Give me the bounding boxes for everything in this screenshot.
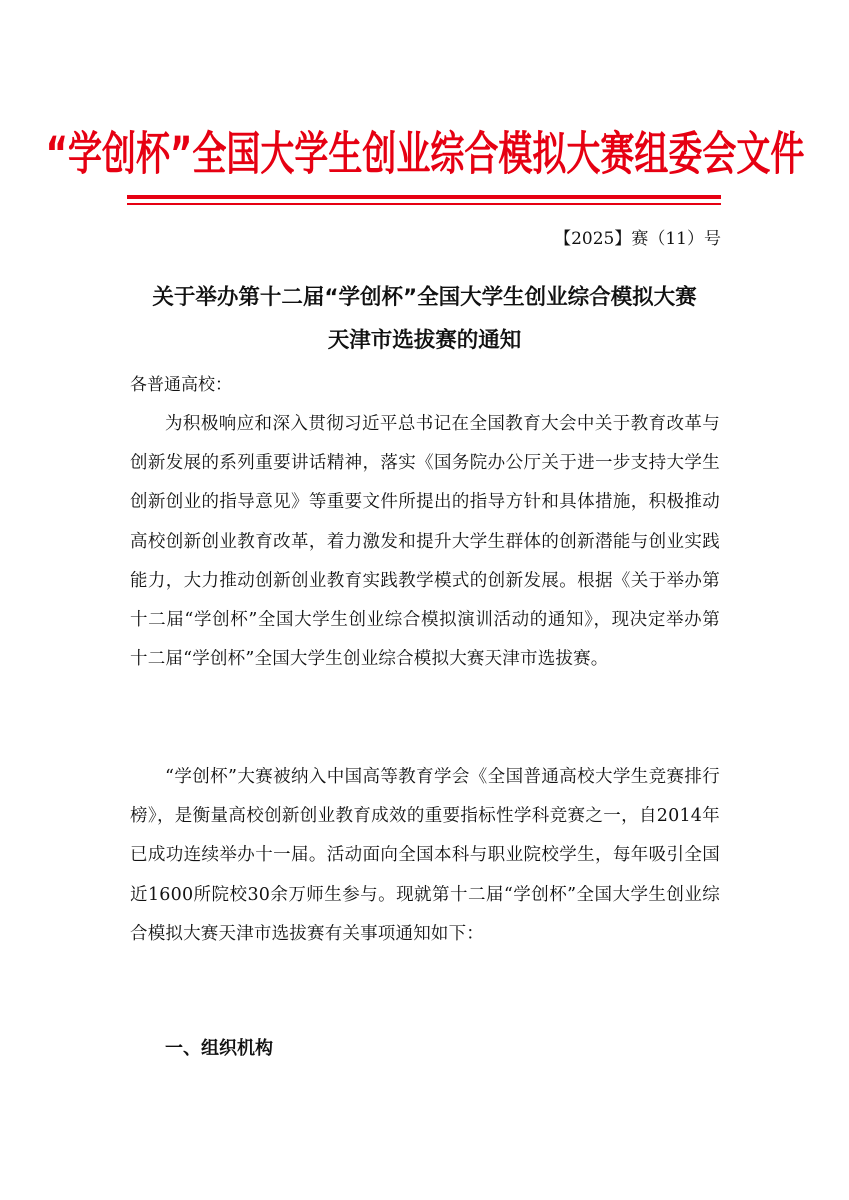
salutation: 各普通高校：: [130, 375, 232, 395]
document-number: 【2025】赛（11）号: [554, 229, 721, 249]
notice-title-line-1: 关于举办第十二届“学创杯”全国大学生创业综合模拟大赛: [152, 285, 697, 310]
masthead-rule-thin: [127, 203, 721, 205]
notice-title-line-2: 天津市选拔赛的通知: [327, 328, 522, 353]
body-paragraph: “学创杯”大赛被纳入中国高等教育学会《全国普通高校大学生竞赛排行榜》，是衡量高校创新创业教育成效的重要指标性学科竞赛之一，自2014年已成功连续举办十一届。活动面向全国本科与职业院校学生，每年吸引全国近1600所院校30余万师生参与。现就第十二届“学创杯”全国大学生创业综合模拟大赛天津市选拔赛有关事项通知如下：: [130, 767, 720, 944]
masthead-title: “学创杯”全国大学生创业综合模拟大赛组委会文件: [45, 126, 805, 181]
masthead-rule-thick: [127, 195, 721, 199]
body-paragraph: 为积极响应和深入贯彻习近平总书记在全国教育大会中关于教育改革与创新发展的系列重要讲话精神，落实《国务院办公厅关于进一步支持大学生创新创业的指导意见》等重要文件所提出的指导方针和具体措施，积极推动高校创新创业教育改革，着力激发和提升大学生群体的创新潜能与创业实践能力，大力推动创新创业教育实践教学模式的创新发展。根据《关于举办第十二届“学创杯”全国大学生创业综合模拟演训活动的通知》，现决定举办第十二届“学创杯”全国大学生创业综合模拟大赛天津市选拔赛。: [130, 414, 720, 670]
section-heading: 一、组织机构: [165, 1038, 273, 1059]
